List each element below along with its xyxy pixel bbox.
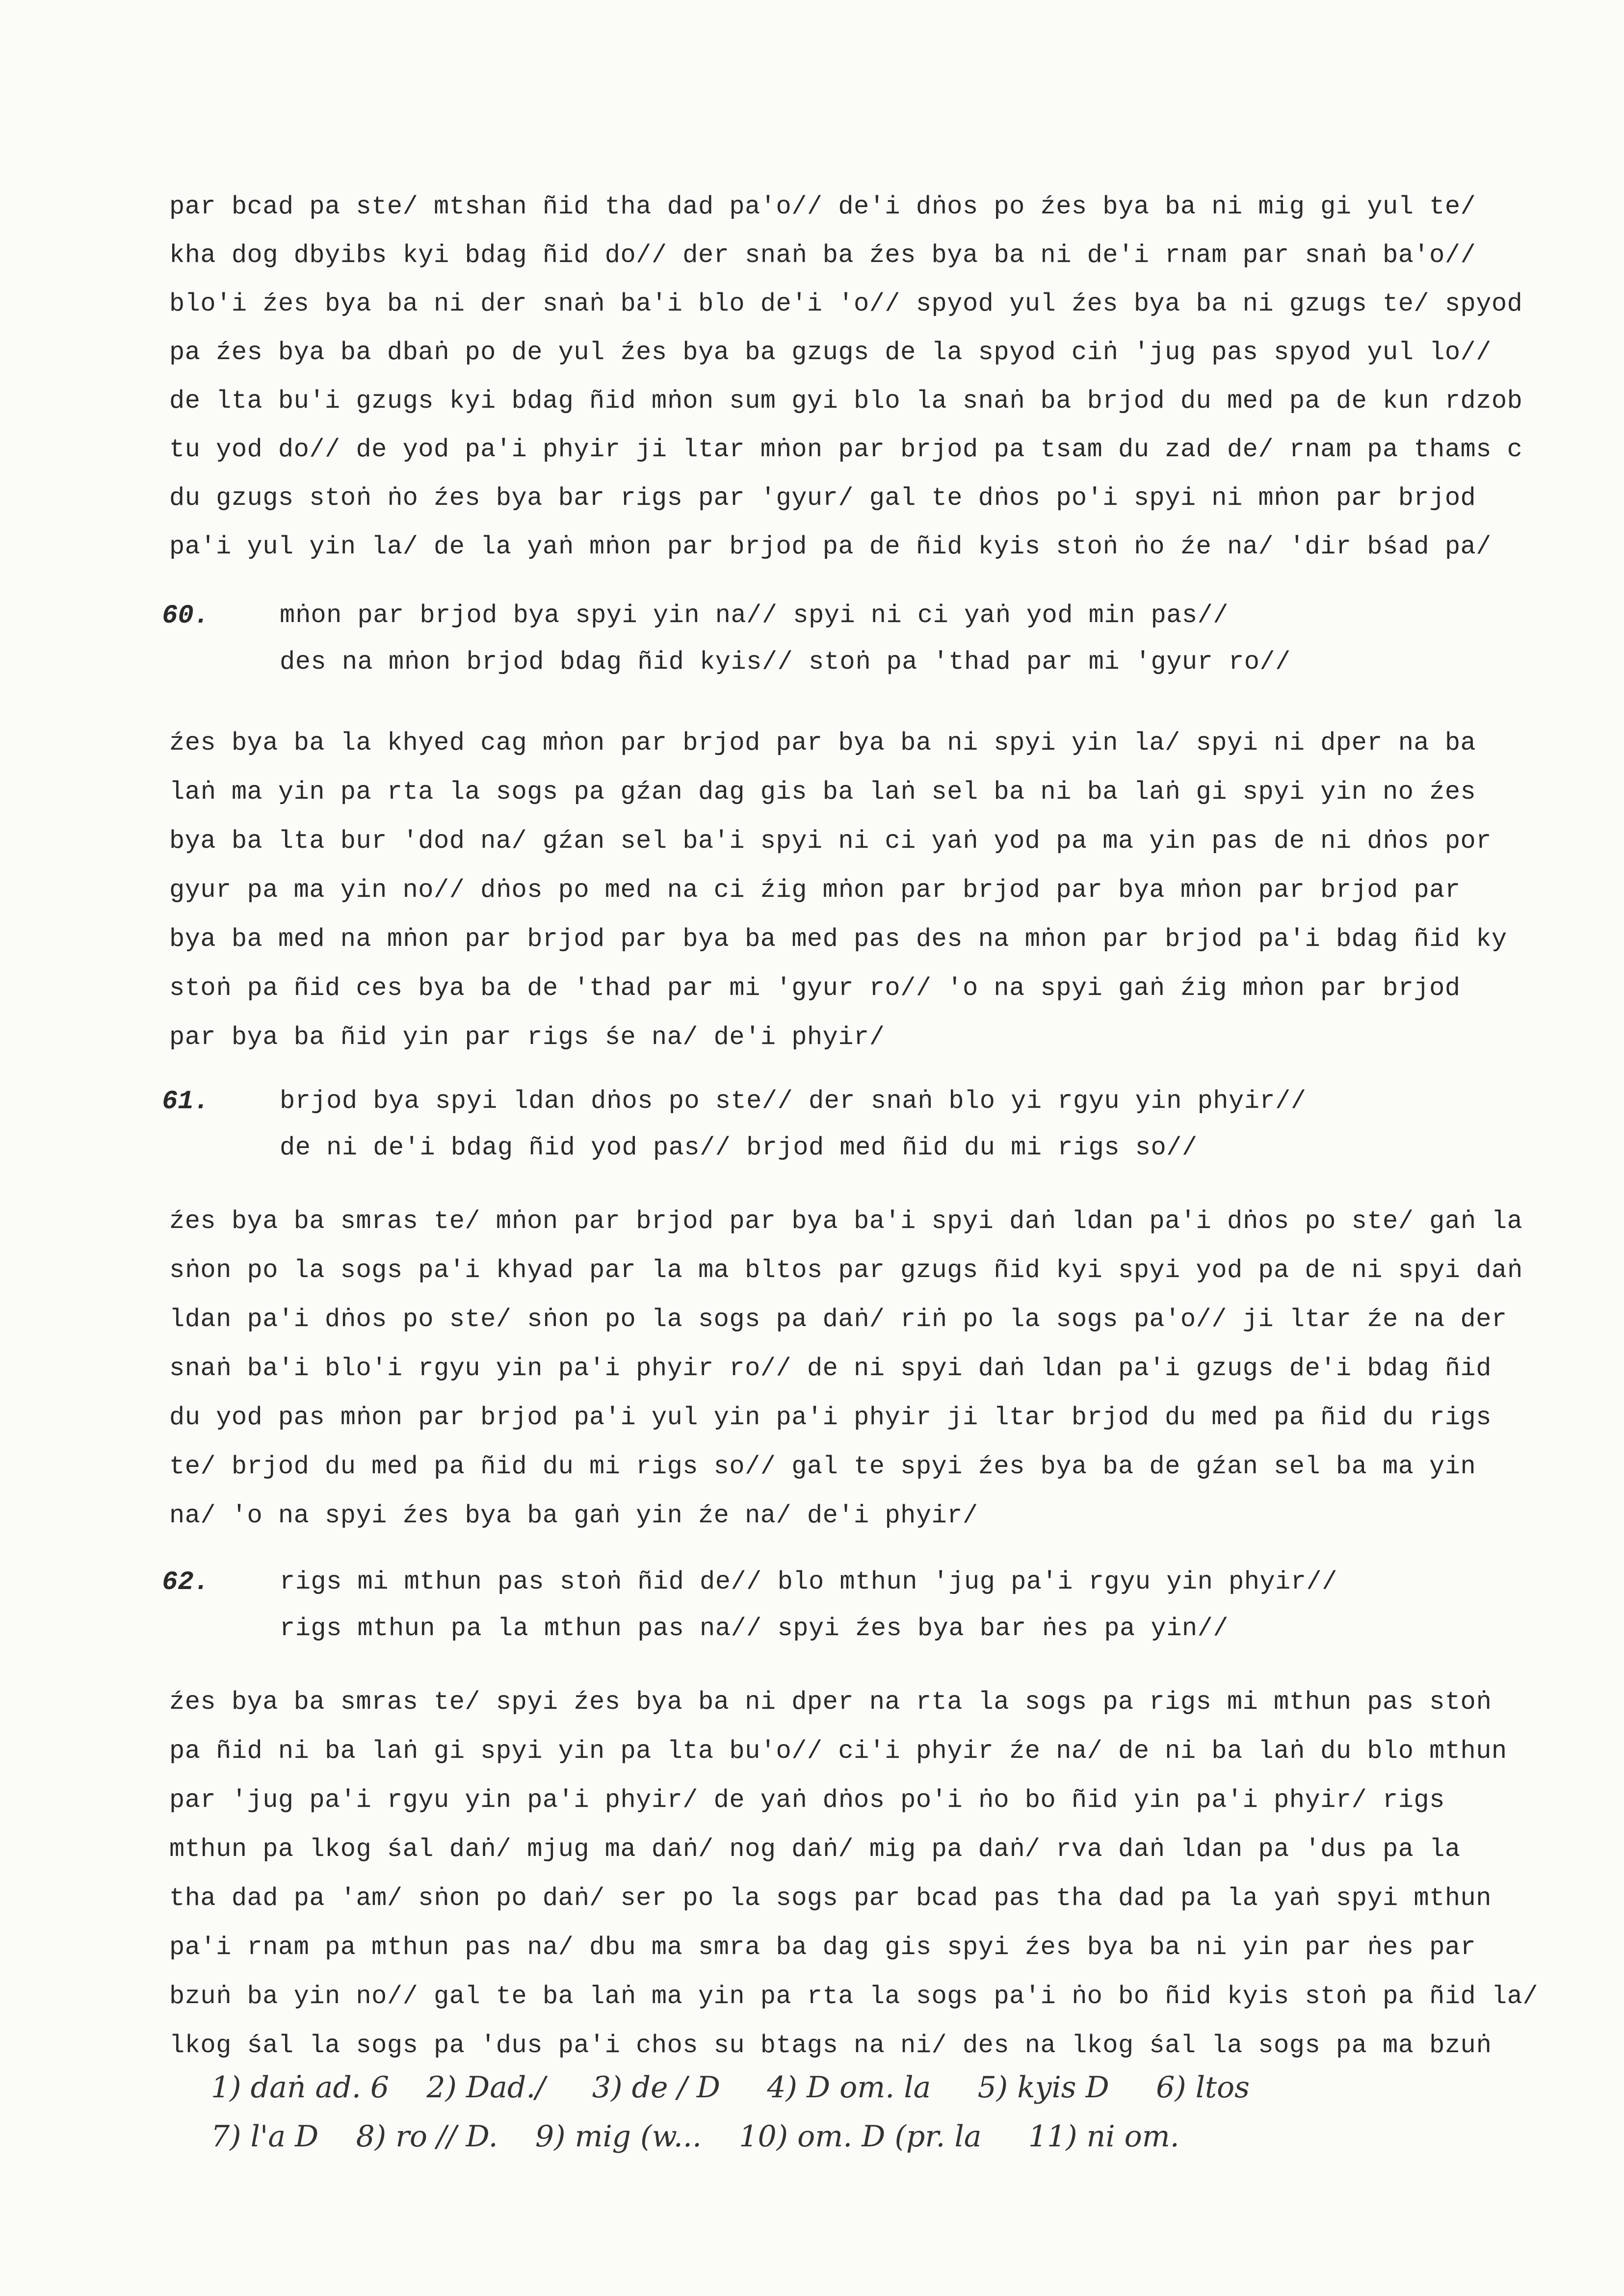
text-line: laṅ ma yin pa rta la sogs pa gźan dag gis ba laṅ sel ba ni ba laṅ gi spyi yin no źes <box>169 778 1476 807</box>
text-line: bzuṅ ba yin no// gal te ba laṅ ma yin pa rta la sogs pa'i ṅo bo ñid kyis stoṅ pa ñid la/ <box>169 1982 1539 2011</box>
text-line: tu yod do// de yod pa'i phyir ji ltar mṅon par brjod pa tsam du zad de/ rnam pa thams c <box>169 435 1523 464</box>
verse-number: 61. <box>162 1087 210 1117</box>
text-line: źes bya ba la khyed cag mṅon par brjod par bya ba ni spyi yin la/ spyi ni dper na ba <box>169 729 1476 757</box>
text-line: pa źes bya ba dbaṅ po de yul źes bya ba gzugs de la spyod ciṅ 'jug pas spyod yul lo// <box>169 338 1492 367</box>
verse-line: mṅon par brjod bya spyi yin na// spyi ni ci yaṅ yod min pas// <box>280 601 1229 630</box>
footnote-row: 7) l'a D 8) ro // D. 9) mig (w... 10) om. D (pr. la 11) ni om. <box>211 2119 1179 2154</box>
text-line: par bya ba ñid yin par rigs śe na/ de'i phyir/ <box>169 1023 885 1052</box>
text-line: te/ brjod du med pa ñid du mi rigs so// gal te spyi źes bya ba de gźan sel ba ma yin <box>169 1452 1476 1481</box>
text-line: mthun pa lkog śal daṅ/ mjug ma daṅ/ nog daṅ/ mig pa daṅ/ rva daṅ ldan pa 'dus pa la <box>169 1835 1461 1864</box>
text-line: blo'i źes bya ba ni der snaṅ ba'i blo de'i 'o// spyod yul źes bya ba ni gzugs te/ spyod <box>169 289 1523 318</box>
text-line: pa'i rnam pa mthun pas na/ dbu ma smra ba dag gis spyi źes bya ba ni yin par ṅes par <box>169 1933 1476 1962</box>
text-line: snaṅ ba'i blo'i rgyu yin pa'i phyir ro// de ni spyi daṅ ldan pa'i gzugs de'i bdag ñid <box>169 1354 1492 1383</box>
verse-line: de ni de'i bdag ñid yod pas// brjod med ñid du mi rigs so// <box>280 1133 1198 1162</box>
text-line: pa'i yul yin la/ de la yaṅ mṅon par brjod pa de ñid kyis stoṅ ṅo źe na/ 'dir bśad pa/ <box>169 532 1492 561</box>
verse-number: 60. <box>162 601 210 631</box>
text-line: bya ba lta bur 'dod na/ gźan sel ba'i spyi ni ci yaṅ yod pa ma yin pas de ni dṅos por <box>169 827 1492 856</box>
text-line: źes bya ba smras te/ spyi źes bya ba ni dper na rta la sogs pa rigs mi mthun pas stoṅ <box>169 1688 1492 1717</box>
text-line: par 'jug pa'i rgyu yin pa'i phyir/ de yaṅ dṅos po'i ṅo bo ñid yin pa'i phyir/ rigs <box>169 1786 1445 1815</box>
text-line: stoṅ pa ñid ces bya ba de 'thad par mi 'gyur ro// 'o na spyi gaṅ źig mṅon par brjod <box>169 974 1461 1003</box>
text-line: kha dog dbyibs kyi bdag ñid do// der snaṅ ba źes bya ba ni de'i rnam par snaṅ ba'o// <box>169 241 1476 270</box>
verse-line: rigs mi mthun pas stoṅ ñid de// blo mthun 'jug pa'i rgyu yin phyir// <box>280 1567 1337 1596</box>
text-line: bya ba med na mṅon par brjod par bya ba med pas des na mṅon par brjod pa'i bdag ñid ky <box>169 925 1507 954</box>
text-line: na/ 'o na spyi źes bya ba gaṅ yin źe na/ de'i phyir/ <box>169 1501 978 1530</box>
verse-line: des na mṅon brjod bdag ñid kyis// stoṅ pa 'thad par mi 'gyur ro// <box>280 648 1291 677</box>
text-line: sṅon po la sogs pa'i khyad par la ma bltos par gzugs ñid kyi spyi yod pa de ni spyi daṅ <box>169 1256 1523 1285</box>
text-line: par bcad pa ste/ mtshan ñid tha dad pa'o// de'i dṅos po źes bya ba ni mig gi yul te/ <box>169 192 1476 221</box>
text-line: gyur pa ma yin no// dṅos po med na ci źig mṅon par brjod par bya mṅon par brjod par <box>169 876 1461 905</box>
text-line: tha dad pa 'am/ sṅon po daṅ/ ser po la sogs par bcad pas tha dad pa la yaṅ spyi mthun <box>169 1884 1492 1913</box>
verse-line: rigs mthun pa la mthun pas na// spyi źes bya bar ṅes pa yin// <box>280 1614 1229 1643</box>
text-line: ldan pa'i dṅos po ste/ sṅon po la sogs pa daṅ/ riṅ po la sogs pa'o// ji ltar źe na der <box>169 1305 1507 1334</box>
text-line: źes bya ba smras te/ mṅon par brjod par bya ba'i spyi daṅ ldan pa'i dṅos po ste/ gaṅ la <box>169 1207 1523 1236</box>
verse-line: brjod bya spyi ldan dṅos po ste// der snaṅ blo yi rgyu yin phyir// <box>280 1087 1307 1116</box>
text-line: du yod pas mṅon par brjod pa'i yul yin pa'i phyir ji ltar brjod du med pa ñid du rigs <box>169 1403 1492 1432</box>
text-line: de lta bu'i gzugs kyi bdag ñid mṅon sum gyi blo la snaṅ ba brjod du med pa de kun rdzob <box>169 387 1523 416</box>
text-line: pa ñid ni ba laṅ gi spyi yin pa lta bu'o// ci'i phyir źe na/ de ni ba laṅ du blo mthun <box>169 1737 1507 1766</box>
text-line: du gzugs stoṅ ṅo źes bya bar rigs par 'gyur/ gal te dṅos po'i spyi ni mṅon par brjod <box>169 484 1476 513</box>
text-line: lkog śal la sogs pa 'dus pa'i chos su btags na ni/ des na lkog śal la sogs pa ma bzuṅ <box>169 2031 1492 2060</box>
footnote-row: 1) daṅ ad. 6 2) Dad./ 3) de / D 4) D om. la 5) kyis D 6) ltos <box>211 2070 1250 2105</box>
verse-number: 62. <box>162 1567 210 1597</box>
